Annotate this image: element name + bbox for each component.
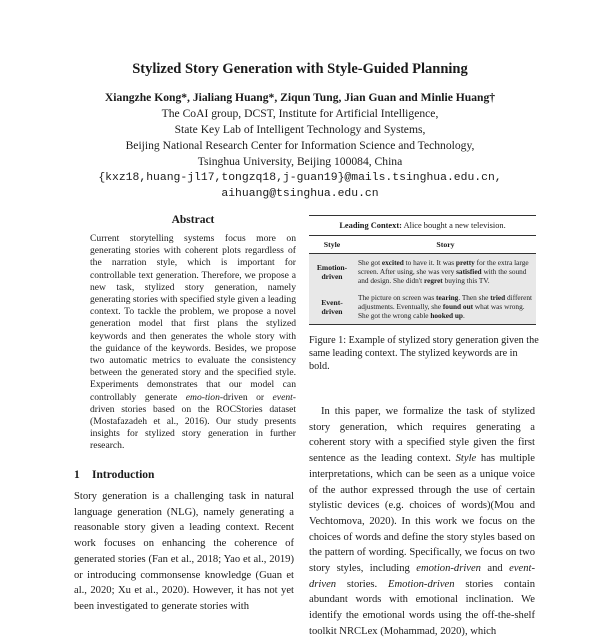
emotion-driven-term-cap: Emotion-driven <box>388 578 455 590</box>
section-number: 1 <box>74 469 80 481</box>
story-text: The picture on screen was <box>358 293 437 302</box>
story-keyword: regret <box>423 276 443 285</box>
email-line-2: aihuang@tsinghua.edu.cn <box>221 188 379 200</box>
story-text: for the extra large screen. After using, she was very <box>358 258 529 276</box>
story-text: . <box>463 311 465 320</box>
header-style: Style <box>309 236 355 254</box>
emotion-driven-term: emotion-driven <box>416 563 481 575</box>
style-cell: Emotion-driven <box>309 254 355 290</box>
story-text: buying this TV. <box>442 276 490 285</box>
paragraph-part: has multiple interpretations, which can be seen as a unique voice of the author expressed through the use of certain stylistic devices (e.g. choices of words)(Mou and Vechtomova, 2020). In this work we focus on the choices of words and define the story styles based on the pattern of wording. Specifically, we focus on two story styles, including <box>309 453 535 575</box>
author-names: Xiangzhe Kong*, Jialiang Huang*, Ziqun Tung, Jian Guan and Minlie Huang† <box>104 91 496 104</box>
abstract-part-3: -driven stories based on the ROCStories dataset (Mostafazadeh et al., 2016). Our study presents insights for stylized story generation in further research. <box>90 391 296 452</box>
table-row <box>309 289 536 325</box>
affiliation-4: Tsinghua University, Beijing 100084, China <box>197 155 403 168</box>
story-text: with the sound and design. She didn't <box>358 267 527 285</box>
story-keyword: excited <box>381 258 404 267</box>
table-header-row <box>309 236 536 254</box>
header-story: Story <box>355 236 536 254</box>
section-title: Introduction <box>92 469 155 481</box>
introduction-text: Story generation is a challenging task in natural language generation (NLG), namely generating a reasonable story given a leading context. Recent work focuses on enhancing the coherence of generated stories (Fan et al., 2018; Yao et al., 2019) or introducing commonsense knowledge (Guan et al., 2020; Xu et al., 2020). However, it has not yet been investigated to generate stories with <box>74 491 294 612</box>
story-text: different adjustments. Eventually, she <box>358 293 533 311</box>
paragraph-part: stories contain abundant words with emotional inclination. We identify the emotional words using the off-the-shelf toolkit NRCLex (Mohammad, 2020), which <box>309 578 536 637</box>
author-block <box>0 90 600 202</box>
abstract-text <box>90 233 296 453</box>
abstract-section <box>90 214 296 453</box>
affiliation-1: The CoAI group, DCST, Institute for Artificial Intelligence, <box>161 107 439 120</box>
email-line-1: {kxz18,huang-jl17,tongzq18,j-guan19}@mails.tsinghua.edu.cn, <box>98 172 502 184</box>
story-keyword: tearing <box>436 293 459 302</box>
style-table <box>309 236 536 325</box>
body-paragraph <box>309 404 535 640</box>
story-keyword: found out <box>442 302 474 311</box>
affiliation-2: State Key Lab of Intelligent Technology and Systems, <box>174 123 426 136</box>
story-text: . Then she <box>458 293 491 302</box>
figure-caption: Figure 1: Example of stylized story generation given the same leading context. The stylized keywords are in bold. <box>309 335 539 372</box>
style-word: Style <box>455 453 477 465</box>
abstract-part-1: Current storytelling systems focus more on generating stories with coherent plots regardless of the narration style, which is important for controllable text generation. Therefore, we propose a new task, stylized story generation, namely generating stories with specified style given a leading context. To tackle the problem, we propose a novel generation model that first plans the stylized keywords and then generates the whole story with the guidance of the keywords. Besides, we propose two automatic metrics to evaluate the consistency between the generated story and the specified style. Experiments demonstrates that our model can controllably generate <box>90 233 296 403</box>
table-row <box>309 254 536 290</box>
abstract-emotion-word: emo-tion <box>185 391 220 403</box>
story-cell <box>355 254 536 290</box>
story-keyword: satisfied <box>456 267 482 276</box>
event-driven-term: event-driven <box>309 563 535 590</box>
leading-context-label: Leading Context: <box>339 221 402 230</box>
story-keyword: tried <box>490 293 506 302</box>
story-cell <box>355 289 536 325</box>
abstract-part-2: -driven or <box>219 391 273 403</box>
affiliation-3: Beijing National Research Center for Information Science and Technology, <box>125 139 475 152</box>
paragraph-part: In this paper, we formalize the task of stylized story generation, which requires generating a coherent story with a specified style given the first sentence as the leading context. <box>309 406 535 465</box>
story-text: what was wrong. She got the wrong cable <box>358 302 525 320</box>
abstract-heading: Abstract <box>171 214 215 226</box>
figure-1 <box>309 215 536 325</box>
story-keyword: pretty <box>455 258 475 267</box>
section-heading-introduction <box>74 469 154 481</box>
story-text: to have it. It was <box>403 258 456 267</box>
leading-context-text: Alice bought a new television. <box>403 221 506 230</box>
story-keyword: hooked up <box>430 311 463 320</box>
paragraph-part: and <box>480 563 510 575</box>
paragraph-part: stories. <box>336 578 389 590</box>
story-text: She got <box>358 258 382 267</box>
abstract-event-word: event <box>272 391 293 403</box>
style-cell: Event-driven <box>309 289 355 325</box>
leading-context <box>309 215 536 236</box>
paper-title: Stylized Story Generation with Style-Guided Planning <box>132 61 468 77</box>
